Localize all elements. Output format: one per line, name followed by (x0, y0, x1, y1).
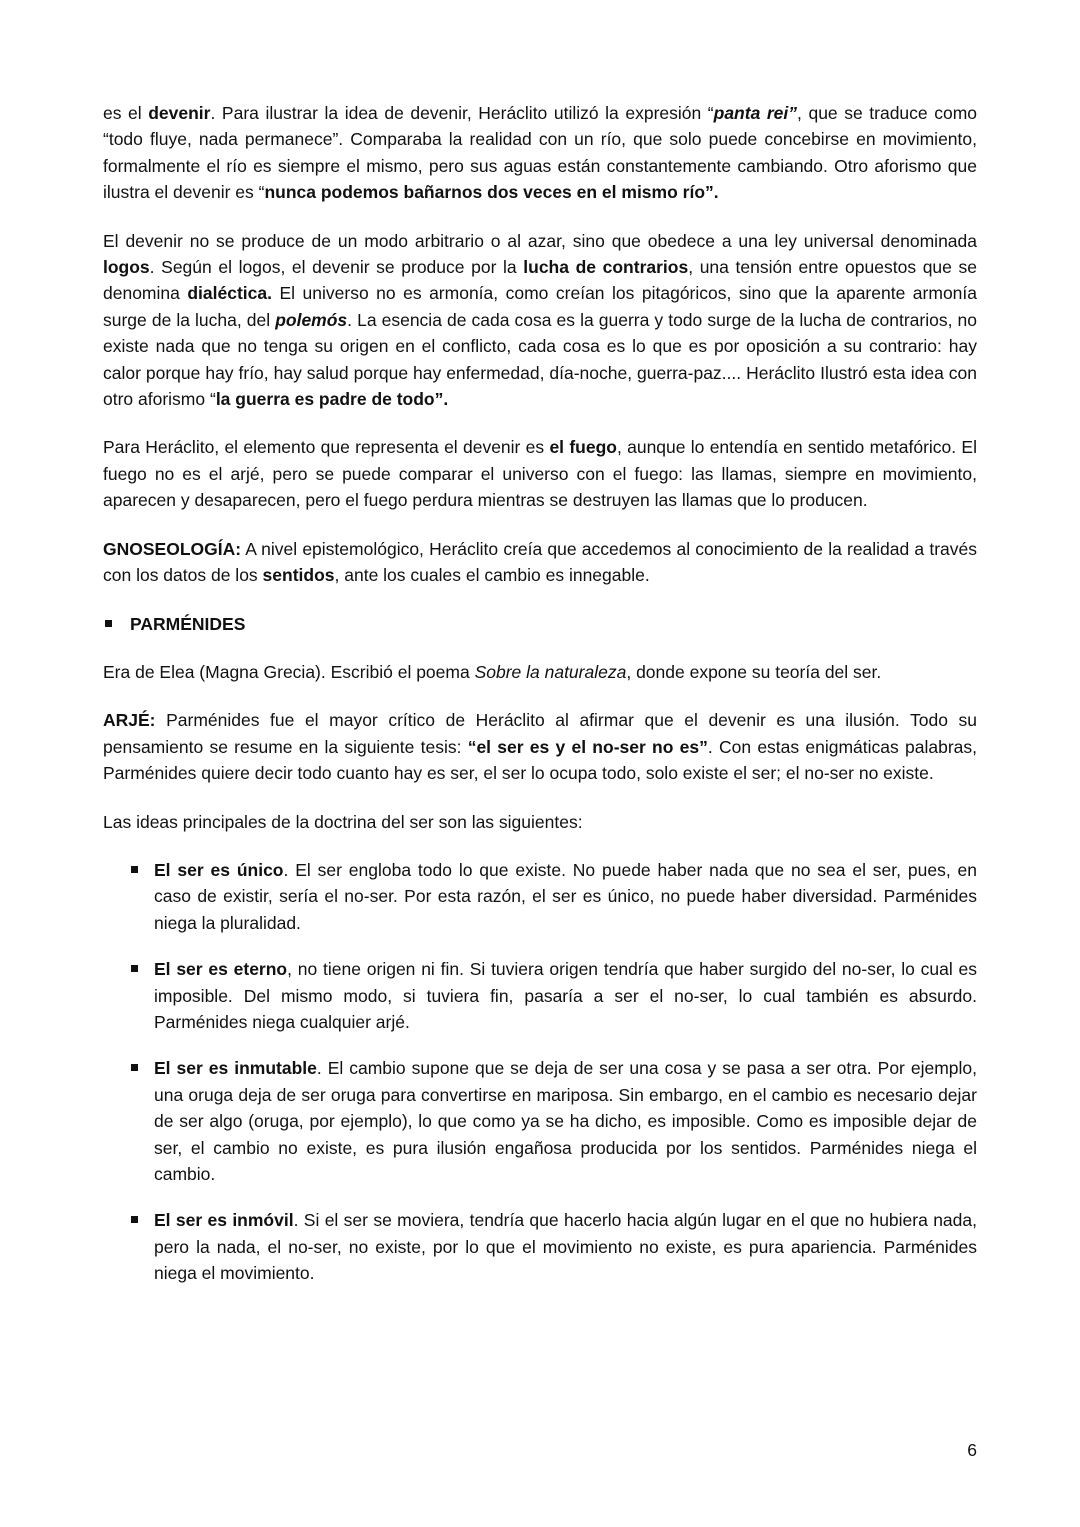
paragraph-logos (103, 228, 982, 413)
text-run: Las ideas principales de la doctrina del ser son las siguientes: (103, 811, 583, 832)
emphasis-run: dialéctica. (187, 283, 272, 304)
square-bullet-icon (105, 620, 112, 627)
paragraph-arje (103, 707, 982, 786)
list-item (103, 956, 982, 1035)
list-item-text (154, 959, 982, 1032)
square-bullet-icon (131, 1064, 138, 1071)
list-item-text (154, 1058, 982, 1184)
text-run: . Si el ser se moviera, tendría que hacerlo hacia algún lugar en el que no hubiera nada, pero la nada, el no-ser, no existe, por lo que el movimiento no existe, es pura apariencia. Parménides niega el movimiento. (154, 1210, 982, 1284)
emphasis-run: ARJÉ: (103, 710, 156, 731)
text-run: . El ser engloba todo lo que existe. No puede haber nada que no sea el ser, pues, en caso de existir, sería el no-ser. Por esta razón, el ser es único, no puede haber diversidad. Parménides niega la pluralidad. (154, 859, 982, 933)
emphasis-run: logos (103, 257, 150, 278)
list-item (103, 1207, 982, 1286)
paragraph-fuego (103, 434, 982, 513)
text-run: , ante los cuales el cambio es innegable. (334, 565, 650, 586)
paragraph-gnoseologia (103, 536, 982, 589)
text-run: , no tiene origen ni fin. Si tuviera origen tendría que haber surgido del no-ser, lo cual es imposible. Del mismo modo, si tuviera fin, pasaría a ser el no-ser, lo cual también es absurdo. Parménides niega cualquier arjé. (154, 959, 982, 1032)
text-run: Para Heráclito, el elemento que representa el devenir es (103, 437, 550, 458)
paragraph-devenir (103, 100, 982, 206)
emphasis-run: GNOSEOLOGÍA: (103, 538, 242, 559)
text-run: es el (103, 103, 149, 123)
text-run: , donde expone su teoría del ser. (626, 661, 882, 682)
text-run: El devenir no se produce de un modo arbitrario o al azar, sino que obedece a una ley universal denominada (103, 230, 982, 251)
emphasis-run: nunca podemos bañarnos dos veces en el mismo río”. (264, 182, 719, 203)
list-item-text (154, 860, 982, 933)
doctrine-list (103, 857, 982, 1287)
text-run: . Para ilustrar la idea de devenir, Heráclito utilizó la expresión “ (210, 103, 714, 123)
emphasis-run: El ser es inmutable (154, 1058, 317, 1079)
emphasis-run: “el ser es y el no-ser no es” (467, 736, 708, 757)
list-item (103, 857, 982, 936)
emphasis-run: El ser es inmóvil (154, 1210, 294, 1231)
page-number: 6 (967, 1440, 977, 1460)
emphasis-run: El ser es eterno (154, 959, 288, 980)
text-run: , una tensión entre opuestos que se denomina (103, 257, 982, 304)
emphasis-run: Sobre la naturaleza (474, 661, 627, 682)
list-item (103, 1055, 982, 1187)
text-run: El universo no es armonía, como creían los pitagóricos, sino que la aparente armonía surge de la lucha, del (103, 283, 982, 330)
text-run: . La esencia de cada cosa es la guerra y todo surge de la lucha de contrarios, no existe nada que no tenga su origen en el conflicto, cada cosa es lo que es por oposición a su contrario: hay calor porque hay frío, hay salud porque hay enfermedad, día-noche, guerra-paz.... Heráclito Ilustró esta idea con otro aforismo “ (103, 309, 982, 410)
text-run: . Con estas enigmáticas palabras, Parménides quiere decir todo cuanto hay es ser, el ser lo ocupa todo, solo existe el ser; el no-ser no existe. (103, 736, 982, 784)
emphasis-run: devenir (148, 103, 211, 123)
document-page (103, 100, 982, 1307)
text-run: Era de Elea (Magna Grecia). Escribió el poema (103, 661, 475, 682)
section-heading-parmenides (103, 611, 977, 637)
square-bullet-icon (131, 1216, 138, 1223)
text-run: . Según el logos, el devenir se produce por la (149, 257, 524, 278)
text-run: , aunque lo entendía en sentido metafórico. El fuego no es el arjé, pero se puede comparar el universo con el fuego: las llamas, siempre en movimiento, aparecen y desaparecen, pero el fuego perdura mientras se destruyen las llamas que lo producen. (103, 437, 982, 511)
text-run: A nivel epistemológico, Heráclito creía que accedemos al conocimiento de la realidad a través con los datos de los (103, 538, 982, 586)
square-bullet-icon (131, 866, 138, 873)
paragraph-ideas-intro (103, 809, 977, 835)
emphasis-run: lucha de contrarios (523, 257, 689, 278)
emphasis-run: el fuego (549, 437, 617, 458)
list-item-text (154, 1210, 982, 1283)
emphasis-run: la guerra es padre de todo”. (215, 389, 449, 410)
emphasis-run: panta rei” (713, 103, 798, 123)
text-run: Parménides fue el mayor crítico de Heráclito al afirmar que el devenir es una ilusión. Todo su pensamiento se resume en la siguiente tesis: (103, 710, 982, 757)
text-run: . El cambio supone que se deja de ser una cosa y se pasa a ser otra. Por ejemplo, una oruga deja de ser oruga para convertirse en mariposa. Sin embargo, en el cambio es necesario dejar de ser algo (oruga, por ejemplo), lo que como ya se ha dicho, es imposible. Como es imposible dejar de ser, el cambio no existe, es pura ilusión engañosa producida por los sentidos. Parménides niega el cambio. (154, 1058, 982, 1184)
square-bullet-icon (131, 965, 138, 972)
emphasis-run: sentidos (262, 565, 335, 586)
text-run: , que se traduce como “todo fluye, nada permanece”. Comparaba la realidad con un río, que solo puede concebirse en movimiento, formalmente el río es siempre el mismo, pero sus aguas están constantemente cambiando. Otro aforismo que ilustra el devenir es “ (103, 103, 982, 203)
section-heading-label: PARMÉNIDES (130, 613, 246, 634)
emphasis-run: El ser es único (154, 859, 284, 880)
paragraph-elea (103, 659, 977, 685)
emphasis-run: polemós (275, 309, 348, 330)
